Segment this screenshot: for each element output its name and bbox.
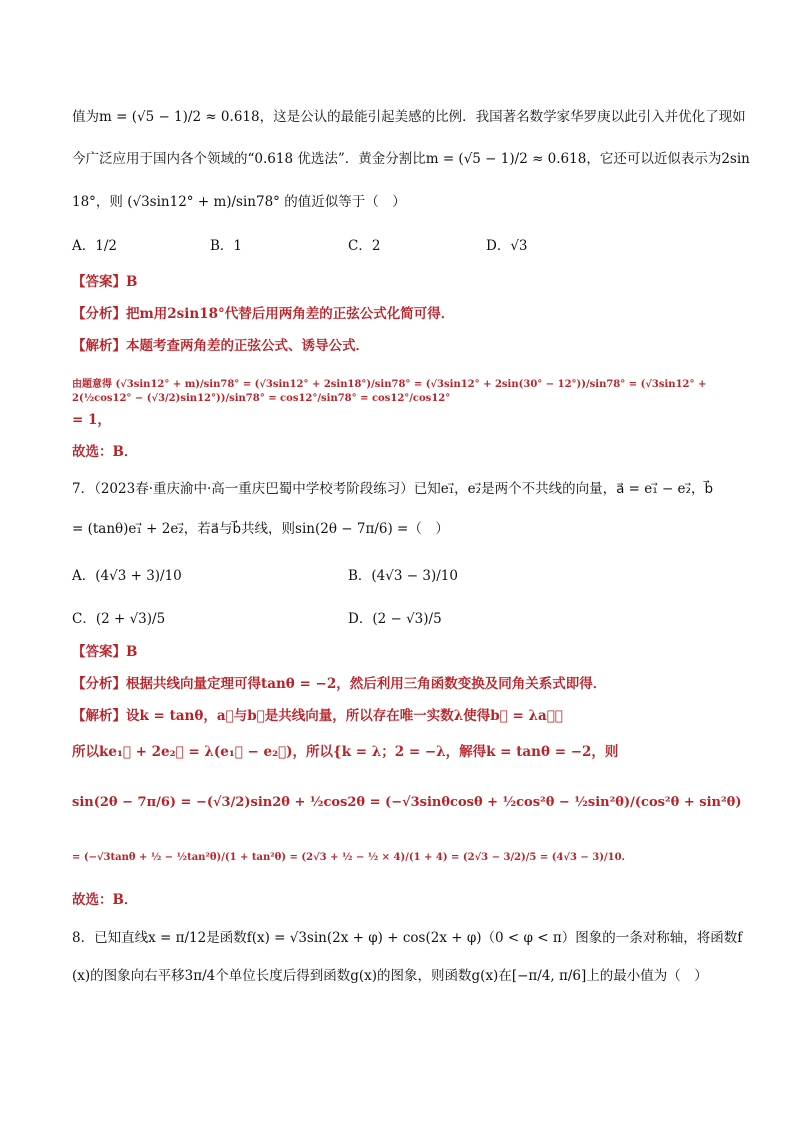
q7-stem-line1: 7．（2023春·重庆渝中·高一重庆巴蜀中学校考阶段练习）已知e₁⃗，e₂⃗是两个不共线的向量，a⃗ = e₁⃗ − e₂⃗，b⃗ (72, 481, 714, 497)
q7-step4: = (−√3tanθ + ½ − ½tan²θ)/(1 + tan²θ) = (2√3 + ½ − ½ × 4)/(1 + 4) = (2√3 − 3/2)/5 = (4√3 − 3)/10. (72, 852, 626, 863)
q7-choose: 故选：B． (72, 892, 138, 908)
q7-explain: 【解析】设k = tanθ，a⃗与b⃗是共线向量，所以存在唯一实数λ使得b⃗ = λa⃗， (72, 708, 563, 724)
q6-choose: 故选：B． (72, 444, 138, 460)
q7-option-b: B．(4√3 − 3)/10 (348, 568, 458, 584)
q6-option-d: D．√3 (486, 238, 528, 254)
q7-option-c: C．(2 + √3)/5 (72, 611, 166, 627)
q6-explain: 【解析】本题考查两角差的正弦公式、诱导公式． (72, 338, 369, 354)
q6-derivation-1: 由题意得 (√3sin12° + m)/sin78° = (√3sin12° + 2sin18°)/sin78° = (√3sin12° + 2sin(30° − 12°))/sin78° = (√3sin12° + 2(½cos12° − (√3/2)sin12°))/sin78° = cos12°/sin78° = cos12°/cos12° (72, 379, 707, 404)
q6-stem-line3: 18°，则 (√3sin12° + m)/sin78° 的值近似等于（ ） (72, 194, 406, 210)
q7-step2: 所以ke₁⃗ + 2e₂⃗ = λ(e₁⃗ − e₂⃗)，所以{k = λ；2 = −λ，解得k = tanθ = −2，则 (72, 744, 619, 760)
q7-answer: 【答案】B (72, 644, 138, 660)
q6-derivation-2: = 1， (72, 412, 111, 428)
q7-analysis: 【分析】根据共线向量定理可得tanθ = −2，然后利用三角函数变换及同角关系式即得． (72, 676, 607, 692)
q7-step3: sin(2θ − 7π/6) = −(√3/2)sin2θ + ½cos2θ = (−√3sinθcosθ + ½cos²θ − ½sin²θ)/(cos²θ + sin²θ) (72, 795, 742, 810)
q7-option-a: A．(4√3 + 3)/10 (72, 568, 182, 584)
q6-stem-line2: 今广泛应用于国内各个领域的“0.618 优选法”．黄金分割比m = (√5 − 1)/2 ≈ 0.618，它还可以近似表示为2sin (72, 151, 750, 167)
q8-stem-line2: (x)的图象向右平移3π/4个单位长度后得到函数g(x)的图象，则函数g(x)在[−π/4, π/6]上的最小值为（ ） (72, 968, 708, 984)
q6-answer: 【答案】B (72, 274, 138, 290)
q8-stem-line1: 8．已知直线x = π/12是函数f(x) = √3sin(2x + φ) + cos(2x + φ)（0 < φ < π）图象的一条对称轴，将函数f (72, 930, 743, 946)
q6-analysis: 【分析】把m用2sin18°代替后用两角差的正弦公式化简可得． (72, 306, 455, 322)
q6-stem-line1: 值为m = (√5 − 1)/2 ≈ 0.618，这是公认的最能引起美感的比例．我国著名数学家华罗庚以此引入并优化了现如 (72, 109, 746, 125)
q7-option-d: D．(2 − √3)/5 (348, 611, 442, 627)
q6-option-b: B．1 (210, 238, 243, 254)
q6-option-c: C．2 (348, 238, 381, 254)
q7-stem-line2: = (tanθ)e₁⃗ + 2e₂⃗，若a⃗与b⃗共线，则sin(2θ − 7π/6) =（ ） (72, 521, 449, 537)
q6-option-a: A．1/2 (72, 238, 117, 254)
